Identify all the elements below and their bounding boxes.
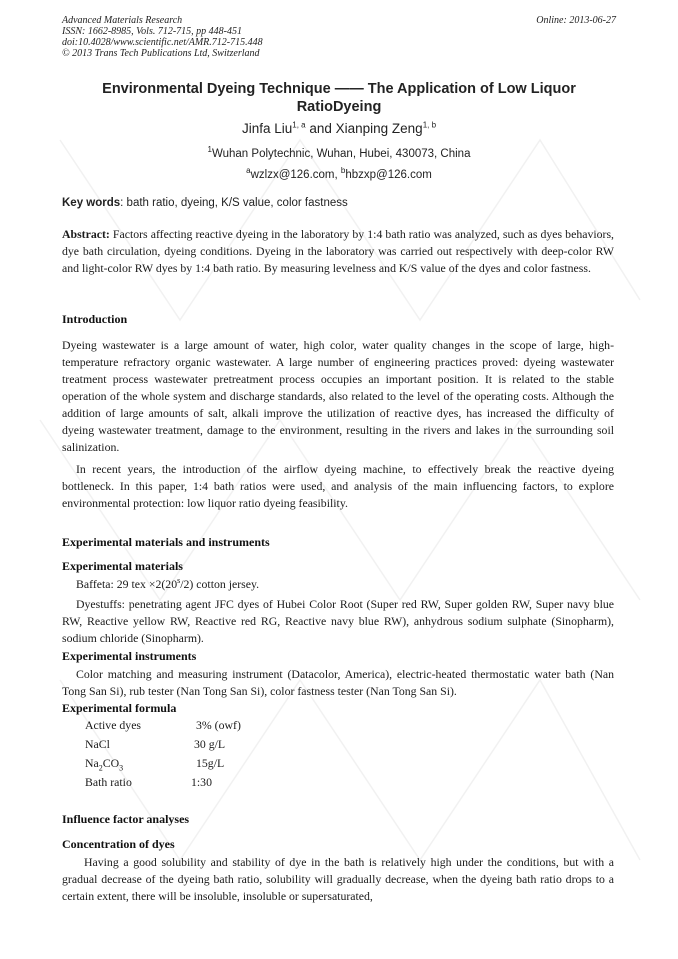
- keywords-text: : bath ratio, dyeing, K/S value, color fastness: [120, 197, 348, 209]
- na-subscript: 2: [98, 763, 103, 773]
- formula-subheading: Experimental formula: [62, 701, 177, 715]
- copyright-line: © 2013 Trans Tech Publications Ltd, Switzerland: [62, 48, 260, 59]
- author-list: [62, 121, 616, 136]
- co-text: CO: [102, 756, 120, 770]
- abstract: [62, 226, 614, 277]
- online-date: Online: 2013-06-27: [536, 15, 616, 26]
- email-b: hbzxp@126.com: [345, 169, 432, 181]
- analysis-heading: Influence factor analyses: [62, 812, 190, 826]
- formula-row-4-name: Bath ratio: [85, 775, 132, 789]
- paper-title: [62, 80, 616, 116]
- author-and: and: [305, 121, 336, 136]
- dye-concentration-subheading: Concentration of dyes: [62, 837, 175, 851]
- introduction-paragraph-1: Dyeing wastewater is a large amount of water, high color, water quality changes in the scope of large, high-temperature refractory organic wastewater. A large number of engineering practices proved: dyeing wastewater treatment process wastewater pretreatment process occupies an important position. It is related to the stable operation of the whole system and discharge standards, also related to the level of the operating costs. Although the addition of large amounts of salt, alkali improve the utilization of reactive dyes, has increased the difficulty of dyeing wastewater treatment, damage to the environment, resulting in the rivers and lakes in the surrounding soil salinization.: [62, 338, 614, 454]
- journal-name: Advanced Materials Research: [62, 15, 183, 26]
- affiliation-text: Wuhan Polytechnic, Wuhan, Hubei, 430073, China: [211, 148, 471, 160]
- baffeta-text-pre: Baffeta: 29 tex ×2(20: [76, 577, 178, 591]
- author-2-sup: 1, b: [422, 120, 437, 130]
- formula-row-2-value: 30 g/L: [194, 737, 226, 751]
- baffeta-line: [62, 576, 614, 593]
- author-1-sup: 1, a: [292, 120, 306, 130]
- materials-subheading: Experimental materials: [62, 559, 183, 573]
- introduction-heading: Introduction: [62, 312, 128, 326]
- instruments-paragraph: Color matching and measuring instrument (Datacolor, America), electric-heated thermostatic water bath (Nan Tong San Si), rub tester (Nan Tong San Si), color fastness tester (Nan Tong San Si).: [62, 667, 614, 698]
- formula-row-4-value: 1:30: [191, 775, 212, 789]
- email-a-sup: a: [246, 166, 251, 176]
- formula-row-2-name: NaCl: [85, 737, 110, 751]
- emails: [62, 166, 616, 181]
- author-2: Xianping Zeng: [335, 121, 423, 136]
- issn-line: ISSN: 1662-8985, Vols. 712-715, pp 448-451: [62, 26, 242, 37]
- materials-heading: Experimental materials and instruments: [62, 535, 270, 549]
- dyestuffs-paragraph: Dyestuffs: penetrating agent JFC dyes of Hubei Color Root (Super red RW, Super golden RW, Super navy blue RW, Reactive yellow RW, Reactive red RG, Reactive navy blue RW), anhydrous sodium sulphate (Sinopharm), sodium chloride (Sinopharm).: [62, 597, 614, 645]
- email-b-sup: b: [340, 166, 346, 176]
- title-line-1: Environmental Dyeing Technique —— The Application of Low Liquor: [102, 81, 576, 97]
- email-a: wzlzx@126.com,: [250, 169, 341, 181]
- co-subscript: 3: [119, 763, 124, 773]
- formula-row-3-name: [85, 756, 123, 771]
- abstract-label: Abstract:: [62, 227, 110, 241]
- instruments-subheading: Experimental instruments: [62, 649, 197, 663]
- introduction-paragraph-2: In recent years, the introduction of the airflow dyeing machine, to effectively break the reactive dyeing bottleneck. In this paper, 1:4 bath ratios were used, and analysis of the main influencing factors, to explore environmental protection: low liquor ratio dyeing feasibility.: [62, 462, 614, 510]
- formula-row-1-value: 3% (owf): [196, 718, 241, 732]
- doi-line: doi:10.4028/www.scientific.net/AMR.712-715.448: [62, 37, 263, 48]
- baffeta-text-post: /2) cotton jersey.: [180, 577, 260, 591]
- baffeta-sup: s: [177, 576, 181, 586]
- formula-row-3-value: 15g/L: [196, 756, 225, 770]
- keywords: [62, 197, 348, 209]
- author-1: Jinfa Liu: [241, 121, 293, 136]
- abstract-text: Factors affecting reactive dyeing in the laboratory by 1:4 bath ratio was analyzed, such as dyes behaviors, dye bath circulation, dyeing conditions. Dyeing in the laboratory was carried out respectively with deep-color RW and light-color RW dyes by 1:4 bath ratio. By measuring levelness and K/S value of the dyes and color fastness.: [62, 227, 614, 275]
- title-line-2: RatioDyeing: [296, 99, 382, 115]
- dye-concentration-paragraph: Having a good solubility and stability of dye in the bath is relatively high under the conditions, but with a gradual decrease of the dyeing bath ratio, solubility will gradually decrease, when the dyeing bath ratio drops to a certain extent, there will be insoluble, insoluble or supersaturated,: [62, 855, 614, 903]
- formula-row-1-name: Active dyes: [85, 718, 142, 732]
- keywords-label: Key words: [62, 197, 121, 209]
- affiliation-sup: 1: [207, 145, 212, 155]
- na-text: Na: [85, 756, 99, 770]
- journal-info: [62, 15, 263, 59]
- affiliation: [62, 145, 616, 160]
